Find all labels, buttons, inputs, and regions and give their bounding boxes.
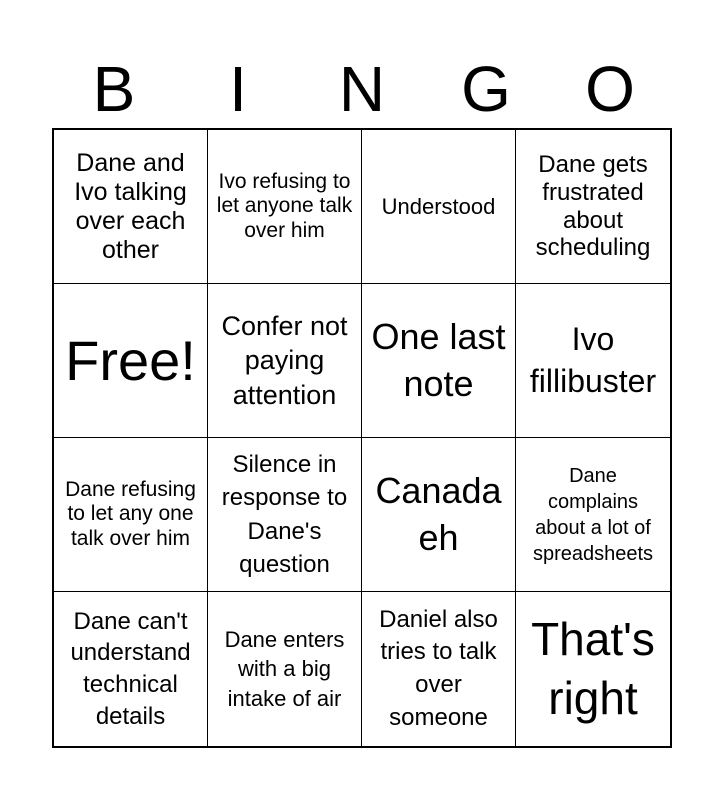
bingo-cell[interactable]: Dane complains about a lot of spreadsheets <box>516 438 670 592</box>
header-letter-n: N <box>338 53 386 125</box>
bingo-cell[interactable]: Silence in response to Dane's question <box>208 438 362 592</box>
bingo-cell[interactable]: Dane can't understand technical details <box>54 592 208 746</box>
bingo-cell[interactable]: Dane gets frustrated about scheduling <box>516 130 670 284</box>
header-letter-i: I <box>229 53 247 125</box>
bingo-cell[interactable]: Confer not paying attention <box>208 284 362 438</box>
bingo-cell[interactable]: Dane refusing to let any one talk over him <box>54 438 208 592</box>
bingo-board <box>52 128 672 748</box>
bingo-cell[interactable]: That's right <box>531 613 655 724</box>
header-letter-g: G <box>461 53 511 125</box>
bingo-cell[interactable]: Understood <box>362 130 516 284</box>
bingo-cell[interactable]: Ivo refusing to let anyone talk over him <box>208 130 362 284</box>
bingo-cell[interactable]: Canada eh <box>362 438 516 592</box>
header-letter-b: B <box>92 53 136 125</box>
bingo-cell[interactable]: Ivo fillibuster <box>516 284 670 438</box>
bingo-cell[interactable]: Dane enters with a big intake of air <box>208 592 362 746</box>
bingo-cell[interactable]: One last note <box>362 284 516 438</box>
header-letter-o: O <box>585 53 635 125</box>
bingo-header <box>52 50 672 128</box>
free-space-cell[interactable]: Free! <box>54 284 208 438</box>
bingo-cell[interactable]: Daniel also tries to talk over someone <box>362 592 516 746</box>
bingo-cell[interactable]: Dane and Ivo talking over each other <box>54 130 208 284</box>
